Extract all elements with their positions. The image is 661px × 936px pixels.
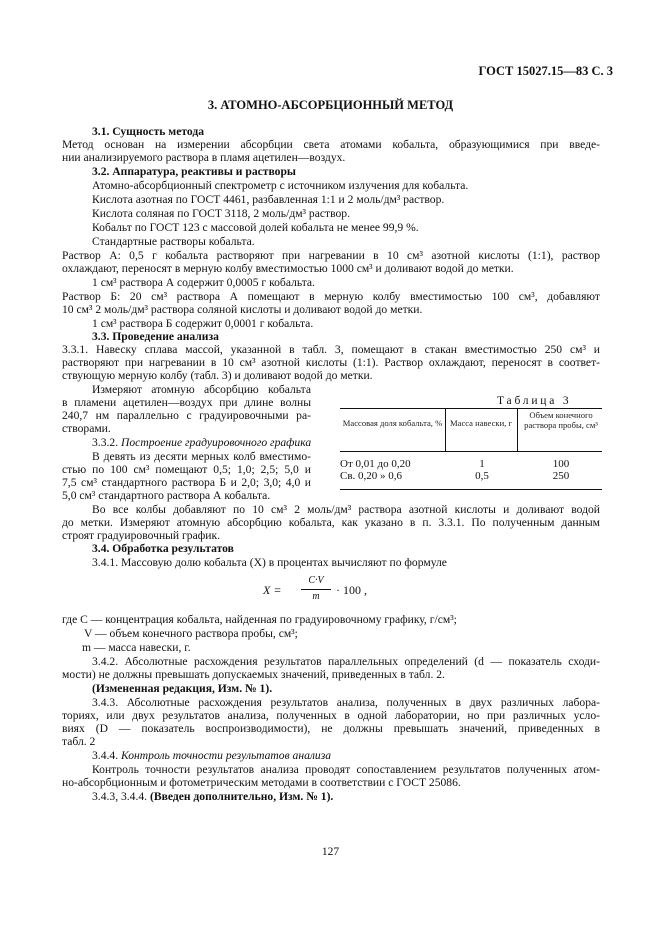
subheading-number: 3.4.4. xyxy=(92,749,119,762)
amendment-ref: 3.4.3, 3.4.4. xyxy=(92,790,148,803)
text-line: Кислота азотная по ГОСТ 4461, разбавленная 1:1 и 2 моль/дм³ раствор. xyxy=(92,193,445,206)
text-line: Во все колбы добавляют по 10 см³ 2 моль/дм³ раствора азотной кислоты и доливают водой xyxy=(92,503,600,516)
table-col-divider xyxy=(445,408,446,451)
text-line: В девять из десяти мерных колб вместимо- xyxy=(92,450,311,463)
text-line: Раствор А: 0,5 г кобальта растворяют при нагревании в 10 см³ азотной кислоты (1:1), раствор xyxy=(62,249,600,262)
table-caption: Таблица 3 xyxy=(497,395,572,407)
text-line: табл. 2 xyxy=(62,735,96,748)
text-line: 240,7 нм параллельно с градуировочными ра- xyxy=(62,409,311,422)
subheading-title: Построение градуировочного графика xyxy=(121,436,312,449)
text-line: нии анализируемого раствора в пламя ацетилен—воздух. xyxy=(62,151,346,164)
table-header-cell: Масса навески, г xyxy=(449,418,512,428)
table-cell: 1 xyxy=(479,458,485,470)
text-line: V — объем конечного раствора пробы, см³; xyxy=(84,627,298,640)
text-line: 1 см³ раствора А содержит 0,0005 г кобальта. xyxy=(92,276,315,289)
amendment-line xyxy=(92,790,333,803)
text-line: створами. xyxy=(62,422,111,435)
table-rule-top xyxy=(340,408,602,409)
text-line: строят градуировочный график. xyxy=(62,529,220,542)
table-cell: От 0,01 до 0,20 xyxy=(340,458,411,470)
text-line: виях (D — показатель воспроизводимости), не должны превышать значений, приведенных в xyxy=(62,722,600,735)
text-line: 3.4.1. Массовую долю кобальта (X) в процентах вычисляют по формуле xyxy=(92,556,447,569)
heading-3-1: 3.1. Сущность метода xyxy=(92,125,205,138)
text-line: где C — концентрация кобальта, найденная по градуировочному графику, г/см³; xyxy=(62,613,457,626)
text-line: в пламени ацетилен—воздух при длине волны xyxy=(62,396,311,409)
table-cell: Св. 0,20 » 0,6 xyxy=(340,470,403,482)
subheading-title: Контроль точности результатов анализа xyxy=(121,749,332,762)
text-line: растворяют при нагревании в 10 см³ азотной кислоты (1:1). Раствор охлаждают, переносят в соответ- xyxy=(62,356,600,369)
text-line: ствующую мерную колбу (табл. 3) и доливают водой до метки. xyxy=(62,369,373,382)
text-line: 5,0 см³ стандартного раствора А кобальта. xyxy=(62,489,271,502)
text-line: 7,5 см³ стандартного раствора Б и 2,0; 3,0; 4,0 и xyxy=(62,476,311,489)
subheading-number: 3.3.2. xyxy=(92,436,119,449)
text-line: Контроль точности результатов анализа проводят сопоставлением результатов полученных атом- xyxy=(92,763,600,776)
text-line: но-абсорбционным и фотометрическим методами в соответствии с ГОСТ 25086. xyxy=(62,776,461,789)
heading-3-2: 3.2. Аппаратура, реактивы и растворы xyxy=(92,165,296,178)
table-col-divider xyxy=(517,408,518,451)
text-line: до метки. Измеряют атомную абсорбцию кобальта, как указано в п. 3.3.1. По полученным данным xyxy=(62,516,600,529)
table-3 xyxy=(340,408,602,489)
formula-numerator: C·V xyxy=(308,575,324,586)
text-line: Атомно-абсорбционный спектрометр с источником излучения для кобальта. xyxy=(92,179,469,192)
text-line: Кобальт по ГОСТ 123 с массовой долей кобальта не менее 99,9 %. xyxy=(92,221,419,234)
heading-3-3: 3.3. Проведение анализа xyxy=(92,330,219,343)
table-cell: 0,5 xyxy=(475,470,489,482)
text-line: 3.3.1. Навеску сплава массой, указанной в табл. 3, помещают в стакан вместимостью 250 см³ и xyxy=(62,343,600,356)
text-line: охлаждают, переносят в мерную колбу вместимостью 1000 см³ и доливают водой до метки. xyxy=(62,262,514,275)
heading-3-4: 3.4. Обработка результатов xyxy=(92,542,234,555)
text-line: ториях, или двух результатов анализа, полученных в одной лаборатории, но при различных усло- xyxy=(62,709,600,722)
text-line: Метод основан на измерении абсорбции света атомами кобальта, образующимися при введе- xyxy=(62,138,600,151)
subheading-3-4-4 xyxy=(92,749,331,762)
table-rule-bottom xyxy=(340,489,602,490)
table-cell: 250 xyxy=(552,470,570,482)
formula-fraction-bar xyxy=(301,589,331,590)
text-line: Кислота соляная по ГОСТ 3118, 2 моль/дм³ раствор. xyxy=(92,207,350,220)
text-line: Измеряют атомную абсорбцию кобальта xyxy=(92,383,311,396)
table-header-cell: Объем конечного раствора пробы, см³ xyxy=(524,410,598,430)
formula-rhs: · 100 , xyxy=(336,583,367,597)
text-line: Раствор Б: 20 см³ раствора А помещают в мерную колбу вместимостью 100 см³, добавляют xyxy=(62,290,600,303)
text-line: мости) не должны превышать допускаемых значений, приведенных в табл. 2. xyxy=(62,668,445,681)
text-line: m — масса навески, г. xyxy=(82,641,191,654)
section-title: 3. АТОМНО-АБСОРБЦИОННЫЙ МЕТОД xyxy=(207,98,454,112)
formula-lhs: X = xyxy=(263,583,282,597)
table-cell: 100 xyxy=(552,458,570,470)
amendment-note: (Измененная редакция, Изм. № 1). xyxy=(92,682,273,695)
text-line: 1 см³ раствора Б содержит 0,0001 г кобальта. xyxy=(92,317,314,330)
table-rule-header xyxy=(340,451,602,452)
text-line: Стандартные растворы кобальта. xyxy=(92,235,255,248)
text-line: 3.4.3. Абсолютные расхождения результатов анализа, полученных в двух различных лабора- xyxy=(92,696,600,709)
table-header-cell: Массовая доля кобальта, % xyxy=(342,418,443,428)
formula xyxy=(0,575,661,605)
text-line: 10 см³ 2 моль/дм³ раствора соляной кислоты и доливают водой до метки. xyxy=(62,303,423,316)
page-number: 127 xyxy=(321,846,340,858)
text-line: 3.4.2. Абсолютные расхождения результатов параллельных определений (d — показатель сходи- xyxy=(92,655,600,668)
subheading-3-3-2 xyxy=(92,436,311,449)
formula-denominator: m xyxy=(312,591,320,602)
page-header: ГОСТ 15027.15—83 С. 3 xyxy=(478,64,613,78)
amendment-note: (Введен дополнительно, Изм. № 1). xyxy=(149,790,334,803)
text-line: стью по 100 см³ помещают 0,5; 1,0; 2,5; 5,0 и xyxy=(62,463,311,476)
